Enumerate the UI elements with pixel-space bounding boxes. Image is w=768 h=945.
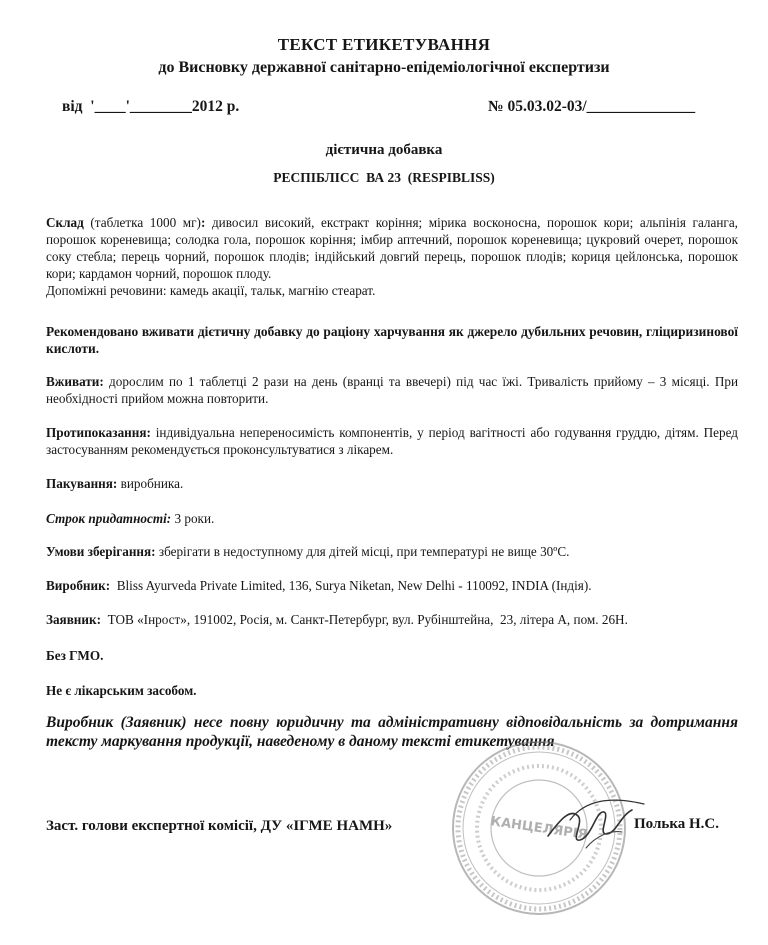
not-medicine-note: Не є лікарським засобом. xyxy=(46,683,197,698)
contraindications-label: Протипоказання: xyxy=(46,425,151,440)
document-title: ТЕКСТ ЕТИКЕТУВАННЯ xyxy=(277,35,491,54)
composition-label: Склад xyxy=(46,215,84,230)
usage-section xyxy=(46,373,738,407)
signatory-name: Полька Н.С. xyxy=(634,816,719,832)
contraindications-text: індивідуальна непереносимість компонентів, у період вагітності або годування груддю, дітям. Перед застосуванням рекомендується проконсультуватися з лікарем. xyxy=(46,425,738,457)
composition-section xyxy=(46,214,738,299)
stamp-center-text: КАНЦЕЛЯРІЯ xyxy=(489,814,589,843)
composition-colon: : xyxy=(200,215,206,230)
usage-label: Вживати: xyxy=(46,374,104,389)
manufacturer-section xyxy=(46,577,738,594)
shelf-life-label: Строк придатності: xyxy=(46,511,172,526)
applicant-section xyxy=(46,611,738,628)
product-type: дієтична добавка xyxy=(325,142,443,158)
recommendation: Рекомендовано вживати дієтичну добавку до раціону харчування як джерело дубильних речовин, гліциризинової кислоти. xyxy=(46,324,738,356)
storage-text: зберігати в недоступному для дітей місці, при температурі не вище 30ºС. xyxy=(155,544,570,559)
responsibility-statement: Виробник (Заявник) несе повну юридичну та адміністративну відповідальність за дотримання тексту маркування продукції, наведеному в даному тексті етикетування xyxy=(46,714,738,750)
manufacturer-label: Виробник: xyxy=(46,578,111,593)
product-name: РЕСПІБЛІСС ВА 23 (RESPIBLISS) xyxy=(273,170,495,185)
contraindications-section xyxy=(46,424,738,458)
packaging-text: виробника. xyxy=(117,476,184,491)
packaging-section xyxy=(46,475,738,492)
no-gmo-note: Без ГМО. xyxy=(46,648,104,663)
applicant-label: Заявник: xyxy=(46,612,101,627)
usage-text: дорослим по 1 таблетці 2 рази на день (вранці та ввечері) під час їжі. Тривалість прийому – 3 місяці. При необхідності прийом можна повторити. xyxy=(46,374,738,406)
auxiliary-substances: Допоміжні речовини: камедь акації, тальк, магнію стеарат. xyxy=(46,283,376,298)
document-subtitle: до Висновку державної санітарно-епідеміологічної експертизи xyxy=(158,59,610,76)
composition-detail: (таблетка 1000 мг) xyxy=(83,215,201,230)
manufacturer-text: Bliss Ayurveda Private Limited, 136, Surya Niketan, New Delhi - 110092, INDIA (Індія). xyxy=(110,578,592,593)
date-line: від '____'________2012 р. xyxy=(62,98,240,115)
packaging-label: Пакування: xyxy=(46,476,118,491)
document-number: № 05.03.02-03/______________ xyxy=(488,98,696,115)
shelf-life-section xyxy=(46,510,738,527)
signatory-position: Заст. голови експертної комісії, ДУ «ІГМЕ НАМН» xyxy=(46,818,393,834)
storage-label: Умови зберігання: xyxy=(46,544,156,559)
storage-section xyxy=(46,543,738,560)
composition-text: дивосил високий, екстракт коріння; мірика восконосна, порошок кори; альпінія галанга, порошок кореневища; солодка гола, порошок коріння; імбир аптечний, порошок кореневища; цукровий очерет, порошок соку стебла; перець чорний, порошок плодів; індійський довгий перець, порошок плодів; кориця цейлонська, порошок кори; кардамон чорний, порошок плоду. xyxy=(46,215,738,281)
shelf-life-text: 3 роки. xyxy=(171,511,215,526)
applicant-text: ТОВ «Інрост», 191002, Росія, м. Санкт-Петербург, вул. Рубінштейна, 23, літера А, пом. 26Н. xyxy=(101,612,628,627)
